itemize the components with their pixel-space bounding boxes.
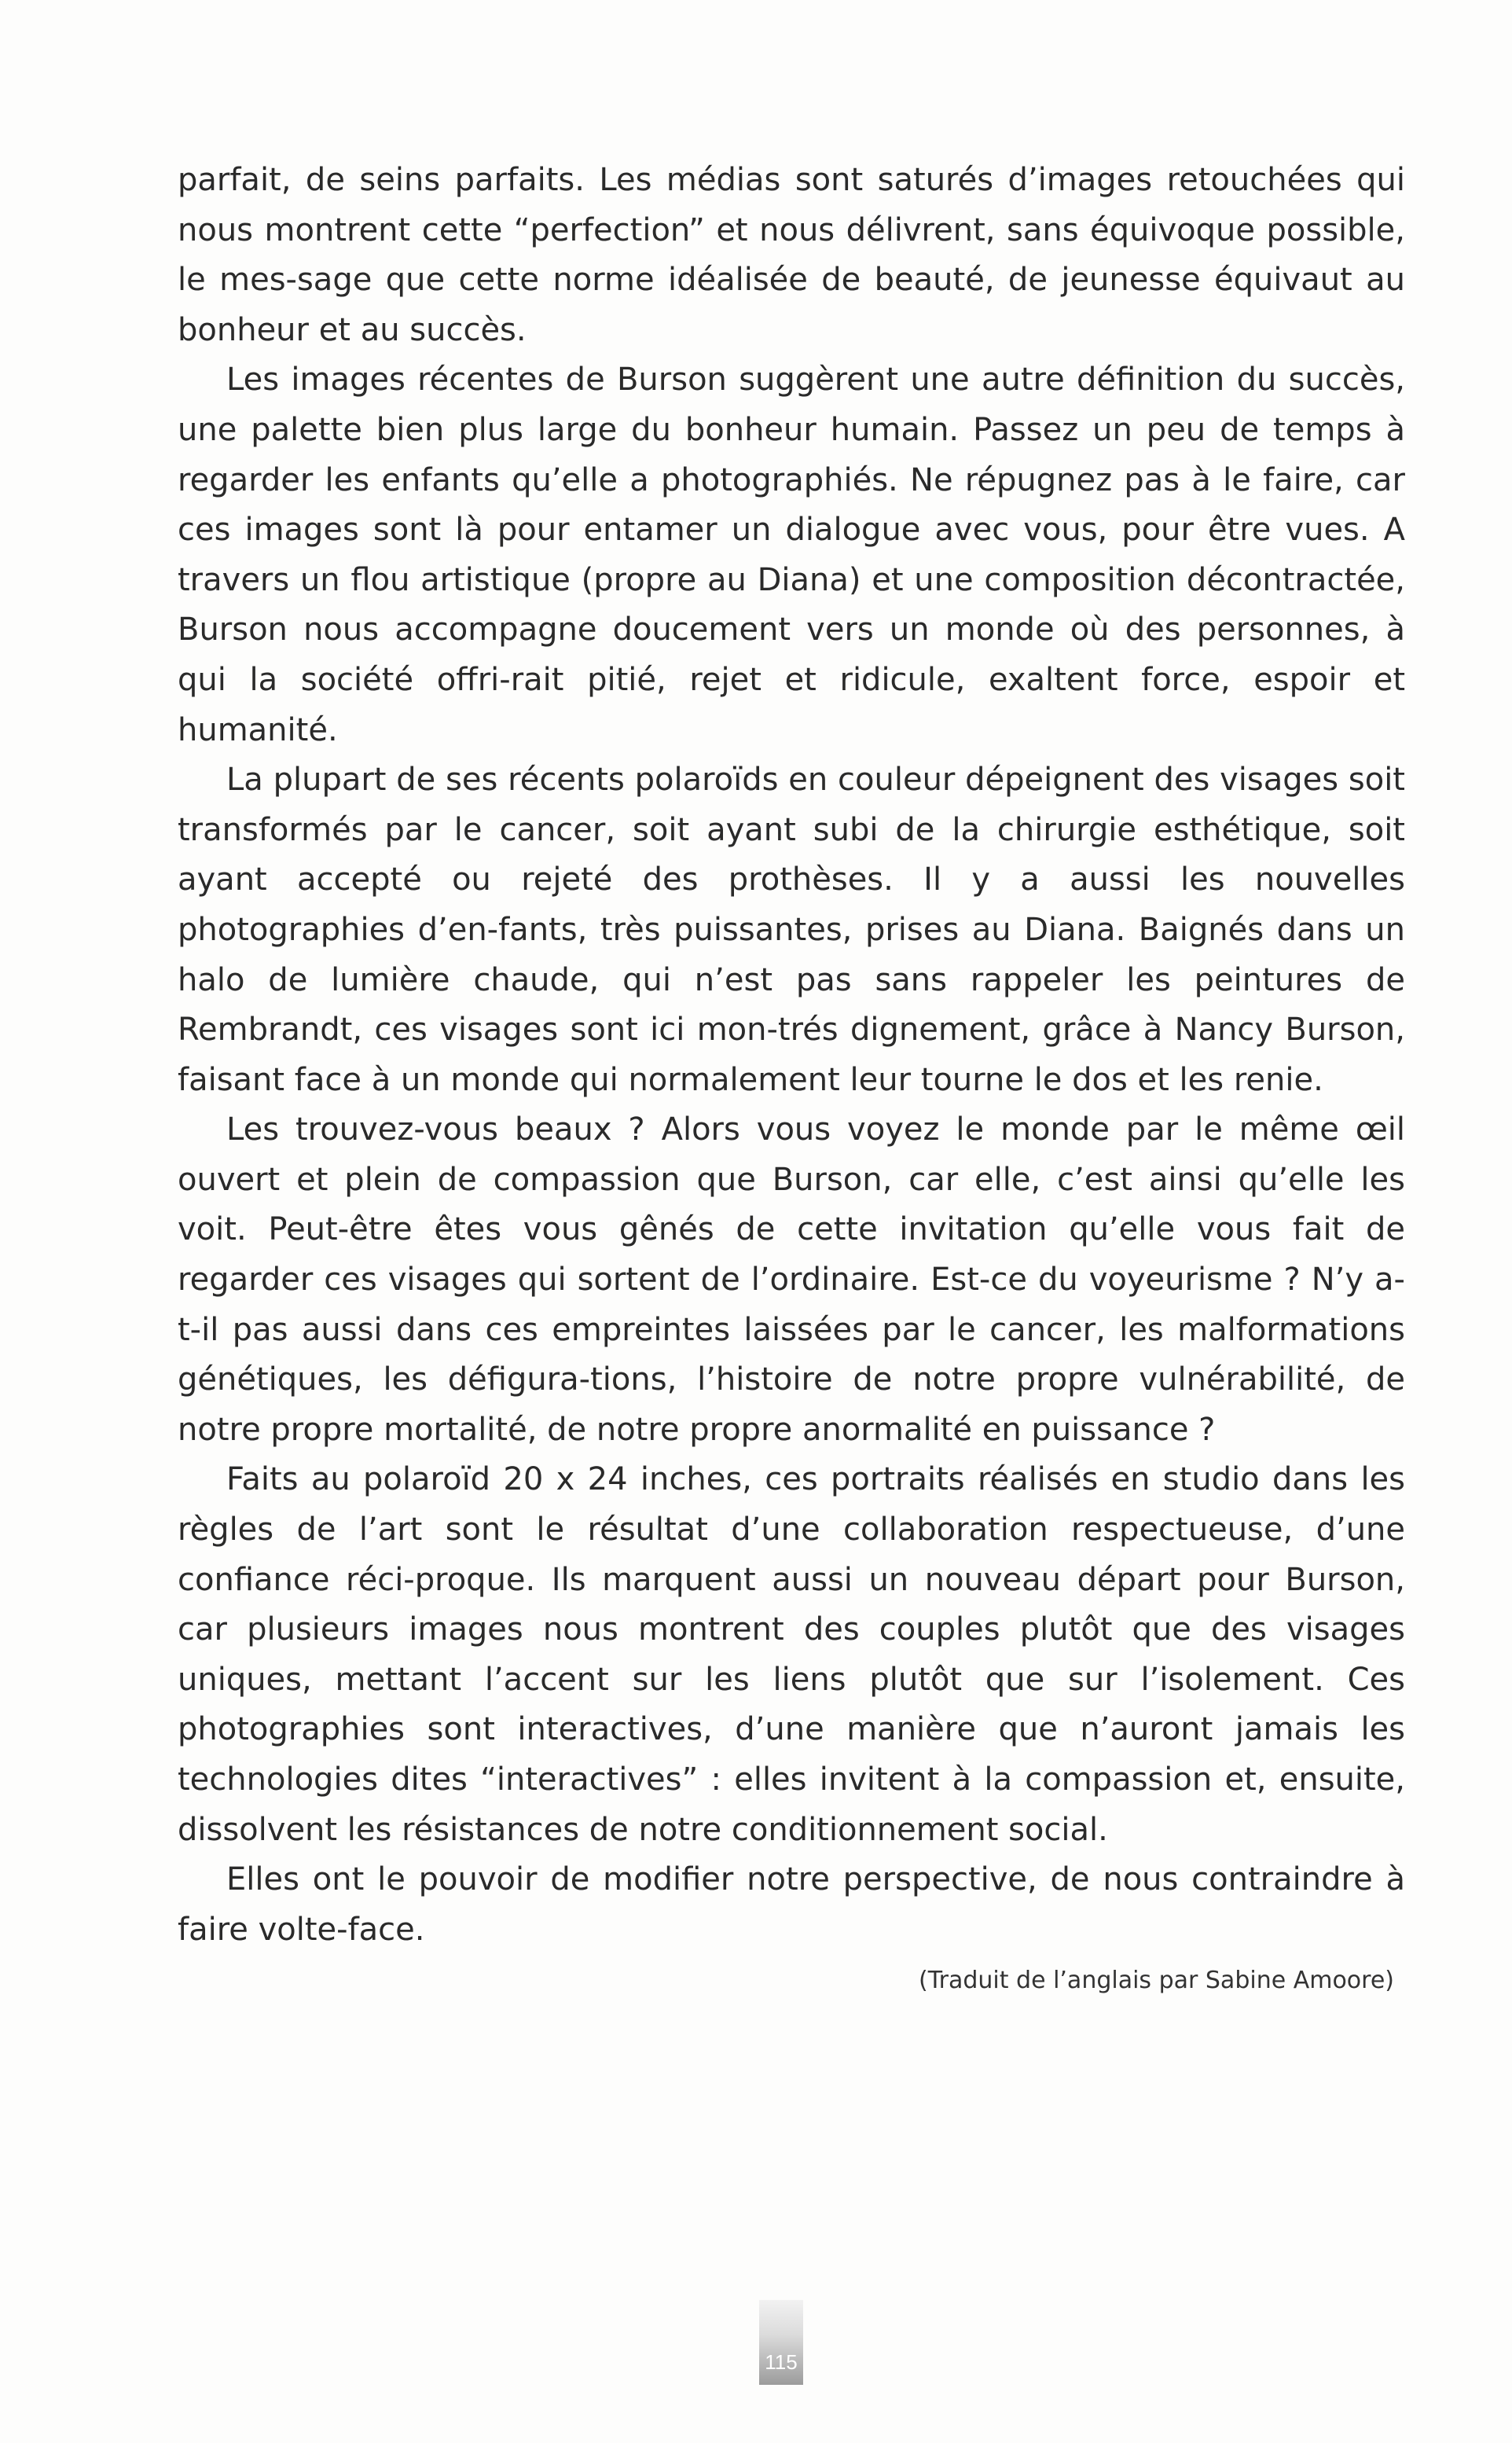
body-text bbox=[178, 156, 1405, 1955]
paragraph-3: La plupart de ses récents polaroïds en couleur dépeignent des visages soit transformés par le cancer, soit ayant subi de la chirurgie esthétique, soit ayant accepté ou rejeté des prothèses. Il y a aussi les nouvelles photographies d’en-fants, très puissantes, prises au Diana. Baignés dans un halo de lumière chaude, qui n’est pas sans rappeler les peintures de Rembrandt, ces visages sont ici mon-trés dignement, grâce à Nancy Burson, faisant face à un monde qui normalement leur tourne le dos et les renie. bbox=[178, 762, 1405, 1098]
paragraph-4: Les trouvez-vous beaux ? Alors vous voyez le monde par le même œil ouvert et plein de compassion que Burson, car elle, c’est ainsi qu’elle les voit. Peut-être êtes vous gênés de cette invitation qu’elle vous fait de regarder ces visages qui sortent de l’ordinaire. Est-ce du voyeurisme ? N’y a-t-il pas aussi dans ces empreintes laissées par le cancer, les malformations génétiques, les défigura-tions, l’histoire de notre propre vulnérabilité, de notre propre mortalité, de notre propre anormalité en puissance ? bbox=[178, 1111, 1405, 1448]
paragraph-5: Faits au polaroïd 20 x 24 inches, ces portraits réalisés en studio dans les règles de l’art sont le résultat d’une collaboration respectueuse, d’une confiance réci-proque. Ils marquent aussi un nouveau départ pour Burson, car plusieurs images nous montrent des couples plutôt que des visages uniques, mettant l’accent sur les liens plutôt que sur l’isolement. Ces photographies sont interactives, d’une manière que n’auront jamais les technologies dites “interactives” : elles invitent à la compassion et, ensuite, dissolvent les résistances de notre conditionnement social. bbox=[178, 1461, 1405, 1848]
paragraph-2: Les images récentes de Burson suggèrent une autre définition du succès, une palette bien plus large du bonheur humain. Passez un peu de temps à regarder les enfants qu’elle a photographiés. Ne répugnez pas à le faire, car ces images sont là pour entamer un dialogue avec vous, pour être vues. A travers un flou artistique (propre au Diana) et une composition décontractée, Burson nous accompagne doucement vers un monde où des personnes, à qui la société offri-rait pitié, rejet et ridicule, exaltent force, espoir et humanité. bbox=[178, 362, 1405, 748]
paragraph-6: Elles ont le pouvoir de modifier notre perspective, de nous contraindre à faire volte-face. bbox=[178, 1861, 1405, 1948]
page-number-tab bbox=[759, 2300, 803, 2385]
page-number: 115 bbox=[765, 2350, 798, 2374]
translation-credit: (Traduit de l’anglais par Sabine Amoore) bbox=[919, 1967, 1394, 1994]
paragraph-1: parfait, de seins parfaits. Les médias sont saturés d’images retouchées qui nous montrent cette “perfection” et nous délivrent, sans équivoque possible, le mes-sage que cette norme idéalisée de beauté, de jeunesse équivaut au bonheur et au succès. bbox=[178, 162, 1405, 348]
